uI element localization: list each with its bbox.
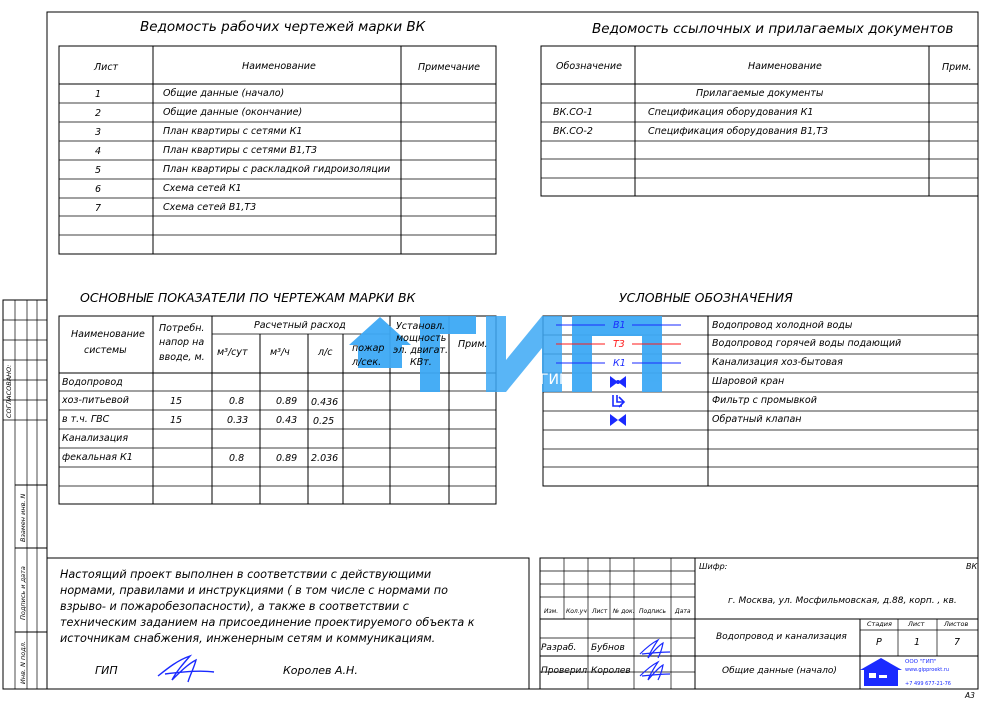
ind-row-m3day: 0.8 xyxy=(229,396,245,407)
legend-label: Шаровой кран xyxy=(712,376,785,387)
col-name: Наименование xyxy=(242,61,316,72)
stamp-h-sheet: Лист xyxy=(908,620,925,628)
ind-row-ls: 0.25 xyxy=(313,416,335,427)
stamp-name-checker: Королев xyxy=(591,666,631,676)
legend-code-b1: В1 xyxy=(613,320,626,331)
legend-code-k1: К1 xyxy=(613,358,626,369)
col-ref-name: Наименование xyxy=(748,61,822,72)
note-line: техническим заданием на присоединение проектируемого объекта к xyxy=(60,616,475,629)
ind-row-pressure: 15 xyxy=(170,415,183,426)
drawing-name: План квартиры с сетями К1 xyxy=(163,126,303,137)
drawing-sheet-no: 1 xyxy=(95,89,102,100)
stamp-role-developer: Разраб. xyxy=(541,643,577,653)
ind-row-ls: 0.436 xyxy=(311,397,339,408)
ind-h-system-2: системы xyxy=(84,345,127,356)
stamp-project: Водопровод и канализация xyxy=(716,632,847,642)
col-code: Обозначение xyxy=(556,61,622,72)
ind-row-m3day: 0.33 xyxy=(227,415,249,426)
ind-row-pressure: 15 xyxy=(170,396,183,407)
refs-list-title: Ведомость ссылочных и прилагаемых документов xyxy=(592,21,954,37)
ind-h-power-2: мощность xyxy=(396,333,447,344)
ind-h-pressure-3: вводе, м. xyxy=(159,352,205,363)
note-line: взрыво- и пожаробезопасности), а также в соответствии с xyxy=(60,600,409,613)
ind-h-pressure-1: Потребн. xyxy=(159,323,205,334)
ind-h-power-1: Установл. xyxy=(396,321,446,332)
stamp-stage: Р xyxy=(876,637,882,648)
drawing-sheet-no: 3 xyxy=(95,127,102,138)
stamp-h-stage: Стадия xyxy=(867,620,892,628)
ind-row-m3h: 0.43 xyxy=(276,415,298,426)
ind-row-name: хоз-питьевой xyxy=(62,395,129,406)
legend-label: Канализация хоз-бытовая xyxy=(712,357,843,368)
drawing-name: Общие данные (начало) xyxy=(163,88,285,99)
ind-row-name: Водопровод xyxy=(62,377,123,388)
ind-h-fire-2: л/сек. xyxy=(352,357,382,368)
ind-row-name: в т.ч. ГВС xyxy=(62,414,110,425)
ind-h-ls: л/с xyxy=(318,347,333,358)
side-inv: Взамен инв. N xyxy=(19,493,27,542)
ref-name: Спецификация оборудования К1 xyxy=(648,107,814,118)
legend-label: Водопровод холодной воды xyxy=(712,320,853,331)
drawing-name: Схема сетей В1,Т3 xyxy=(163,202,257,213)
ind-row-m3h: 0.89 xyxy=(276,396,298,407)
ind-h-flow: Расчетный расход xyxy=(254,320,346,331)
side-sign: Подпись и дата xyxy=(19,566,27,620)
company-name: ООО "ГИП" xyxy=(905,659,937,665)
drawings-list-title: Ведомость рабочих чертежей марки ВК xyxy=(140,19,426,35)
ref-code: ВК.СО-2 xyxy=(553,126,593,137)
drawing-name: Общие данные (окончание) xyxy=(163,107,303,118)
drawing-sheet-no: 2 xyxy=(95,108,102,119)
stamp-col: Лист xyxy=(592,608,608,615)
note-line: нормами, правилами и инструкциями ( в том числе с нормами по xyxy=(60,584,448,597)
stamp-col: № док. xyxy=(613,608,635,615)
gip-label: ГИП xyxy=(95,664,118,677)
gip-name: Королев А.Н. xyxy=(283,664,358,677)
ref-name: Прилагаемые документы xyxy=(696,88,824,99)
legend-label: Фильтр с промывкой xyxy=(712,395,817,406)
legend-label: Обратный клапан xyxy=(712,414,802,425)
side-orig: Инв. N подл. xyxy=(19,641,27,684)
note-line: Настоящий проект выполнен в соответствии с действующими xyxy=(60,568,432,581)
drawing-name: План квартиры с раскладкой гидроизоляции xyxy=(163,164,391,175)
ref-name: Спецификация оборудования В1,Т3 xyxy=(648,126,829,137)
col-ref-note: Прим. xyxy=(942,62,972,73)
ind-h-power-4: КВт. xyxy=(410,357,432,368)
company-phone: +7 499 677-21-76 xyxy=(905,681,951,687)
ind-h-pressure-2: напор на xyxy=(159,337,205,348)
drawing-sheet-no: 6 xyxy=(95,184,102,195)
ind-row-m3day: 0.8 xyxy=(229,453,245,464)
stamp-sheets: 7 xyxy=(954,637,961,648)
ind-row-m3h: 0.89 xyxy=(276,453,298,464)
drawing-sheet-no: 7 xyxy=(95,203,102,214)
ind-h-m3h: м³/ч xyxy=(270,347,290,358)
drawing-sheet-no: 4 xyxy=(95,146,102,157)
indicators-title: ОСНОВНЫЕ ПОКАЗАТЕЛИ ПО ЧЕРТЕЖАМ МАРКИ ВК xyxy=(80,290,416,305)
stamp-address: г. Москва, ул. Мосфильмовская, д.88, корп. , кв. xyxy=(728,596,957,606)
legend-label: Водопровод горячей воды подающий xyxy=(712,338,902,349)
format-label: А3 xyxy=(965,691,975,700)
ind-row-name: фекальная К1 xyxy=(62,452,133,463)
col-sheet: Лист xyxy=(94,62,119,73)
ind-row-ls: 2.036 xyxy=(311,453,339,464)
company-site: www.gipproekt.ru xyxy=(905,667,950,673)
stamp-col: Дата xyxy=(675,608,691,615)
stamp-code-label: Шифр: xyxy=(699,562,728,571)
stamp-sheet-title: Общие данные (начало) xyxy=(722,666,837,676)
drawing-name: План квартиры с сетями В1,Т3 xyxy=(163,145,318,156)
watermark-text: ГИП xyxy=(540,372,570,388)
stamp-col: Подпись xyxy=(639,608,666,615)
side-agreed: СОГЛАСОВАНО: xyxy=(5,364,13,418)
ind-h-system-1: Наименование xyxy=(71,329,145,340)
ind-h-m3day: м³/сут xyxy=(217,347,248,358)
stamp-code: ВК xyxy=(966,562,978,571)
legend-code-t3: Т3 xyxy=(613,339,625,350)
drawing-name: Схема сетей К1 xyxy=(163,183,242,194)
col-note: Примечание xyxy=(418,62,481,73)
stamp-h-sheets: Листов xyxy=(944,620,969,628)
legend-title: УСЛОВНЫЕ ОБОЗНАЧЕНИЯ xyxy=(619,290,793,305)
stamp-role-checker: Проверил xyxy=(541,666,588,676)
stamp-name-developer: Бубнов xyxy=(591,643,625,653)
ind-h-note: Прим. xyxy=(458,339,488,350)
stamp-col: Изм. xyxy=(544,608,559,615)
ind-h-power-3: эл. двигат. xyxy=(393,345,449,356)
ind-h-fire-1: пожар xyxy=(352,343,385,354)
ind-row-name: Канализация xyxy=(62,433,129,444)
stamp-sheet: 1 xyxy=(914,637,921,648)
drawing-sheet-no: 5 xyxy=(95,165,102,176)
stamp-col: Кол.уч xyxy=(566,608,587,615)
note-line: источникам снабжения, инженерным сетям и коммуникациям. xyxy=(60,632,436,645)
ref-code: ВК.СО-1 xyxy=(553,107,593,118)
